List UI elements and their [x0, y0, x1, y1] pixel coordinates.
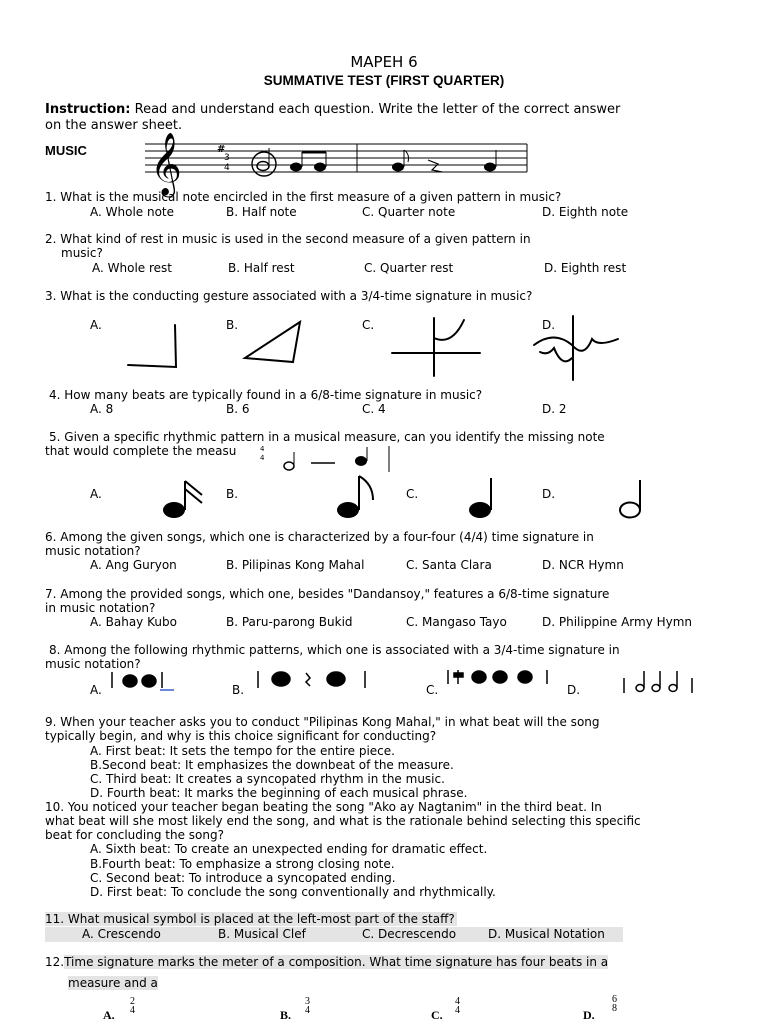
question-8-continued: music notation?: [45, 657, 141, 671]
question-5: 5. Given a specific rhythmic pattern in a musical measure, can you identify the missing note: [49, 430, 605, 444]
instruction-continued: on the answer sheet.: [45, 118, 183, 133]
key-signature: #: [217, 144, 226, 155]
question-7: 7. Among the provided songs, which one, besides "Dandansoy," features a 6/8-time signature: [45, 587, 610, 601]
choice-9d: D. Fourth beat: It marks the beginning of each musical phrase.: [90, 786, 468, 800]
choice-4d: D. 2: [542, 402, 567, 416]
instruction-text: Read and understand each question. Write the letter of the correct answer: [134, 102, 621, 117]
question-11: 11. What musical symbol is placed at the left-most part of the staff?: [45, 912, 455, 926]
choice-1d: D. Eighth note: [542, 205, 629, 219]
choice-9c: C. Third beat: It creates a syncopated rhythm in the music.: [90, 772, 445, 786]
choice-2d: D. Eighth rest: [544, 261, 627, 275]
choice-8b: B.: [232, 683, 245, 697]
choice-1a: A. Whole note: [90, 205, 175, 219]
choice-3a: A.: [90, 318, 102, 332]
svg-text:4: 4: [260, 454, 265, 462]
choice-6a: A. Ang Guryon: [90, 558, 177, 572]
question-2: 2. What kind of rest in music is used in the second measure of a given pattern in: [45, 232, 531, 246]
question-9: 9. When your teacher asks you to conduct "Pilipinas Kong Mahal," in what beat will the song: [45, 715, 600, 729]
choice-1b: B. Half note: [226, 205, 297, 219]
choice-6c: C. Santa Clara: [406, 558, 492, 572]
choice-6b: B. Pilipinas Kong Mahal: [226, 558, 365, 572]
choice-12a: A.: [103, 1008, 115, 1022]
choice-4a: A. 8: [90, 402, 114, 416]
question-9-continued: typically begin, and why is this choice significant for conducting?: [45, 729, 437, 743]
question-6: 6. Among the given songs, which one is characterized by a four-four (4/4) time signature in: [45, 530, 594, 544]
page-subtitle: SUMMATIVE TEST (FIRST QUARTER): [263, 73, 505, 88]
question-12-continued: measure and a: [68, 976, 158, 990]
choice-4b: B. 6: [226, 402, 250, 416]
choice-7c: C. Mangaso Tayo: [406, 615, 507, 629]
choice-5a: A.: [90, 487, 102, 501]
question-4: 4. How many beats are typically found in a 6/8-time signature in music?: [49, 388, 483, 402]
choice-10d: D. First beat: To conclude the song conventionally and rhythmically.: [90, 885, 496, 899]
question-1: 1. What is the musical note encircled in the first measure of a given pattern in music?: [45, 190, 562, 204]
choice-7d: D. Philippine Army Hymn: [542, 615, 693, 629]
choice-8c: C.: [426, 683, 439, 697]
question-8: 8. Among the following rhythmic patterns, which one is associated with a 3/4-time signature in: [49, 643, 620, 657]
choice-11b: B. Musical Clef: [218, 927, 306, 941]
choice-8d: D.: [567, 683, 581, 697]
svg-text:3: 3: [224, 153, 230, 163]
time-sig-12a: 2 4: [130, 996, 135, 1016]
choice-9b: B.Second beat: It emphasizes the downbeat of the measure.: [90, 758, 454, 772]
choice-7a: A. Bahay Kubo: [90, 615, 177, 629]
choice-12d: D.: [583, 1008, 595, 1022]
time-sig-12d: 6 8: [612, 994, 617, 1014]
svg-text:4: 4: [224, 163, 230, 173]
choice-10b: B.Fourth beat: To emphasize a strong closing note.: [90, 857, 395, 871]
choice-5c: C.: [406, 487, 419, 501]
question-6-continued: music notation?: [45, 544, 141, 558]
choice-5b: B.: [226, 487, 239, 501]
choice-1c: C. Quarter note: [362, 205, 456, 219]
section-heading: MUSIC: [45, 143, 87, 158]
svg-text:4: 4: [260, 445, 265, 453]
choice-4c: C. 4: [362, 402, 386, 416]
question-2-continued: music?: [61, 246, 103, 260]
question-5-continued: that would complete the measu: [45, 444, 237, 458]
choice-3d: D.: [542, 318, 556, 332]
choice-9a: A. First beat: It sets the tempo for the entire piece.: [90, 744, 395, 758]
choice-12b: B.: [280, 1008, 292, 1022]
instruction-label: Instruction:: [45, 102, 131, 117]
choice-5d: D.: [542, 487, 556, 501]
page-title: MAPEH 6: [350, 53, 418, 71]
choice-11d: D. Musical Notation: [488, 927, 605, 941]
choice-2c: C. Quarter rest: [364, 261, 454, 275]
choice-7b: B. Paru-parong Bukid: [226, 615, 353, 629]
choice-2a: A. Whole rest: [92, 261, 172, 275]
choice-2b: B. Half rest: [228, 261, 295, 275]
question-3: 3. What is the conducting gesture associated with a 3/4-time signature in music?: [45, 289, 533, 303]
choice-10c: C. Second beat: To introduce a syncopated ending.: [90, 871, 396, 885]
question-10-continued: what beat will she most likely end the song, and what is the rationale behind selecting this specific: [45, 814, 641, 828]
choice-10a: A. Sixth beat: To create an unexpected ending for dramatic effect.: [90, 842, 488, 856]
choice-6d: D. NCR Hymn: [542, 558, 624, 572]
choice-12c: C.: [431, 1008, 443, 1022]
time-sig-12b: 3 4: [305, 996, 310, 1016]
choice-3c: C.: [362, 318, 375, 332]
time-sig-12c: 4 4: [455, 996, 460, 1016]
question-12: 12.Time signature marks the meter of a composition. What time signature has four beats in a: [45, 955, 609, 969]
treble-clef-icon: 𝄞: [150, 132, 182, 195]
choice-11a: A. Crescendo: [82, 927, 161, 941]
choice-8a: A.: [90, 683, 102, 697]
question-10-continued-2: beat for concluding the song?: [45, 828, 224, 842]
choice-3b: B.: [226, 318, 239, 332]
question-10: 10. You noticed your teacher began beating the song "Ako ay Nagtanim" in the third beat. In: [45, 800, 602, 814]
choice-11c: C. Decrescendo: [362, 927, 457, 941]
question-7-continued: in music notation?: [45, 601, 156, 615]
